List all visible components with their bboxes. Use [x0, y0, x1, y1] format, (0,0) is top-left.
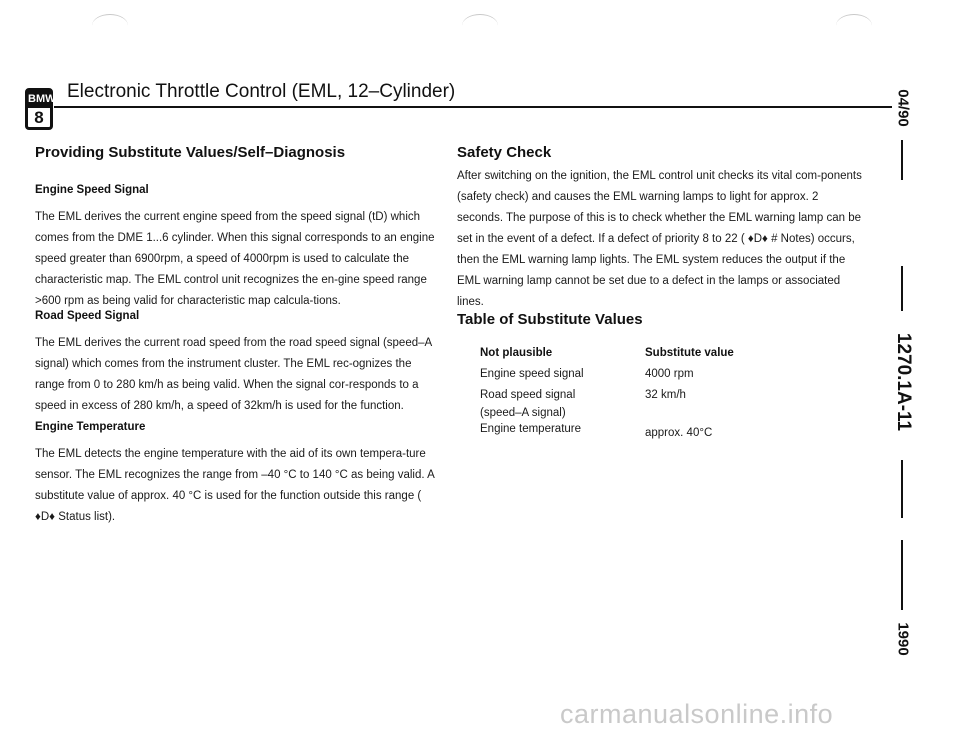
document-title: Electronic Throttle Control (EML, 12–Cylinder): [67, 81, 456, 102]
punch-hole-arc: [462, 14, 498, 37]
table-cell-value: 4000 rpm: [645, 368, 694, 380]
paragraph-engine-temperature: The EML detects the engine temperature with the aid of its own tempera-ture sensor. The EML recognizes the range from –40 °C to 140 °C as being valid. A substitute value of approx. 40 °C is used for the function outside this range ( ♦D♦ Status list).: [35, 448, 435, 523]
header-rule: [54, 106, 892, 108]
table-cell-parameter: Engine speed signal: [480, 368, 584, 380]
sidebar-year: 1990: [894, 622, 912, 656]
bmw-logo: [25, 88, 56, 130]
sidebar-line: [901, 140, 903, 180]
subheading-engine-speed: Engine Speed Signal: [35, 184, 149, 196]
watermark: carmanualsonline.info: [560, 699, 834, 729]
paragraph-engine-speed: The EML derives the current engine speed from the speed signal (tD) which comes from the DME 1...6 cylinder. When this signal corresponds to an engine speed greater than 6900rpm, a speed of 4000rpm is used to calculate the characteristic map. The EML control unit recognizes the en-gine speed range >600 rpm as being valid for characteristic map calcula-tions.: [35, 211, 435, 307]
table-cell-parameter: Engine temperature: [480, 423, 582, 435]
paragraph-road-speed: The EML derives the current road speed from the road speed signal (speed–A signal) which comes from the instrument cluster. The EML rec-ognizes the range from 0 to 280 km/h as being valid. When the signal cor-responds to a speed in excess of 280 km/h, a speed of 32km/h is used for the function.: [35, 337, 432, 412]
subheading-road-speed: Road Speed Signal: [35, 310, 140, 322]
paragraph-safety-check: After switching on the ignition, the EML control unit checks its vital com-ponents (safety check) and causes the EML warning lamps to light for approx. 2 seconds. The purpose of this is to check whether the EML warning lamp can be set in the event of a defect. If a defect of priority 8 to 22 ( ♦D♦ # Notes) occurs, then the EML warning lamp lights. The EML system reduces the output if the EML warning lamp cannot be set due to a defect in the lamps or associated lines.: [457, 170, 862, 308]
table-header-substitute-value: Substitute value: [645, 347, 734, 359]
section-heading-safety-check: Safety Check: [457, 144, 552, 161]
section-heading-substitute-table: Table of Substitute Values: [457, 311, 643, 328]
logo-series: 8: [34, 108, 44, 127]
punch-hole-arc: [92, 14, 128, 37]
table-header-not-plausible: Not plausible: [480, 347, 553, 359]
sidebar-line: [901, 460, 903, 518]
section-heading-substitute-values: Providing Substitute Values/Self–Diagnosis: [35, 144, 346, 161]
table-cell-parameter: Road speed signal (speed–A signal): [480, 389, 576, 419]
sidebar-line: [901, 540, 903, 610]
sidebar-doc-number: 1270.1A-11: [893, 332, 914, 432]
punch-hole-arc: [836, 14, 872, 37]
table-cell-value: approx. 40°C: [645, 427, 713, 439]
subheading-engine-temperature: Engine Temperature: [35, 421, 146, 433]
logo-brand: BMW: [28, 91, 50, 108]
sidebar-line: [901, 266, 903, 311]
table-cell-value: 32 km/h: [645, 389, 686, 401]
sidebar-date: 04/90: [894, 89, 912, 127]
